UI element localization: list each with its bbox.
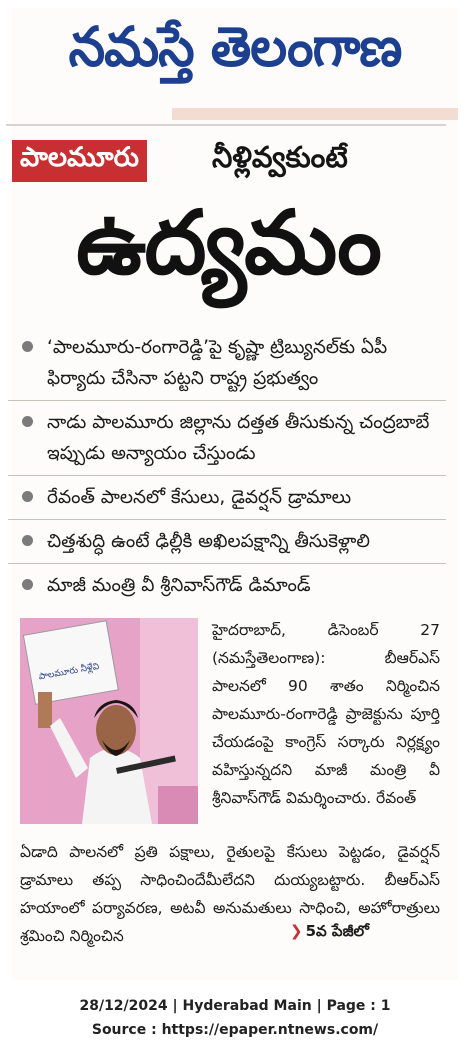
bullet-icon (22, 491, 33, 502)
placard-text: పాలమూరు నీళ్లేవి (38, 661, 100, 683)
highlight-item (8, 563, 446, 607)
highlight-item (8, 326, 446, 400)
highlight-text: రేవంత్ పాలనలో కేసులు, డైవర్షన్ డ్రామాలు (47, 487, 352, 508)
article-body-top: హైదరాబాద్, డిసెంబర్ 27 (నమస్తేతెలంగాణ): బీఆర్ఎస్ పాలనలో 90 శాతం నిర్మించిన పాలమూరు-రంగారెడ్డి ప్రాజెక్టును పూర్తి చేయడంపై కాంగ్రెస్ సర్కారు నిర్లక్ష్యం వహిస్తున్నదని మాజీ మంత్రి వీ శ్రీనివాస్‌గౌడ్ విమర్శించారు. రేవంత్ (212, 621, 440, 807)
headline-kicker-rest: నీళ్లివ్వకుంటే (212, 140, 348, 174)
masthead (12, 8, 458, 100)
highlight-item (8, 519, 446, 563)
footer-source: Source : https://epaper.ntnews.com/ (91, 1022, 379, 1038)
highlight-text: మాజీ మంత్రి వీ శ్రీనివాస్‌గౌడ్ డిమాండ్ (47, 575, 311, 596)
chevron-right-icon: ❯ (290, 922, 303, 940)
bullet-icon (22, 535, 33, 546)
continued-link[interactable] (290, 922, 369, 944)
highlight-text: చిత్తశుద్ధి ఉంటే ఢిల్లీకి అఖిలపక్షాన్ని తీసుకెళ్లాలి (47, 531, 370, 552)
main-headline: ఉద్యమం (76, 190, 380, 294)
bullet-icon (22, 341, 33, 352)
highlight-text: నాడు పాలమూరు జిల్లాను దత్తత తీసుకున్న చంద్రబాబే ఇప్పుడు అన్యాయం చేస్తుండు (47, 412, 430, 464)
bullet-icon (22, 416, 33, 427)
highlight-item (8, 400, 446, 475)
masthead-rule (172, 108, 458, 120)
masthead-title: నమస్తే తెలంగాణ (68, 15, 402, 79)
continued-label: 5వ పేజీలో (305, 922, 369, 940)
footer-edition: 28/12/2024 | Hyderabad Main | Page : 1 (79, 998, 391, 1014)
highlight-text: ‘పాలమూరు-రంగారెడ్డి’పై కృష్ణా ట్రిబ్యునల్‌కు ఏపీ ఫిర్యాదు చేసినా పట్టని రాష్ట్ర ప్రభుత్వం (47, 337, 388, 389)
speaker-illustration (20, 618, 198, 824)
highlight-item (8, 475, 446, 519)
article-photo (20, 618, 198, 824)
article-body-bottom: ఏడాది పాలనలో ప్రతి పక్షాలు, రైతులపై కేసులు పెట్టడం, డైవర్షన్ డ్రామాలు తప్ప సాధించిందేమీలేదని దుయ్యబట్టారు. బీఆర్ఎస్ హయాంలో పర్యావరణ, అటవీ అనుమతులు సాధించి, అహోరాత్రులు శ్రమించి నిర్మించిన (20, 843, 440, 945)
bullet-icon (22, 579, 33, 590)
highlights-list (8, 326, 446, 607)
headline-kicker: పాలమూరు (12, 140, 147, 182)
